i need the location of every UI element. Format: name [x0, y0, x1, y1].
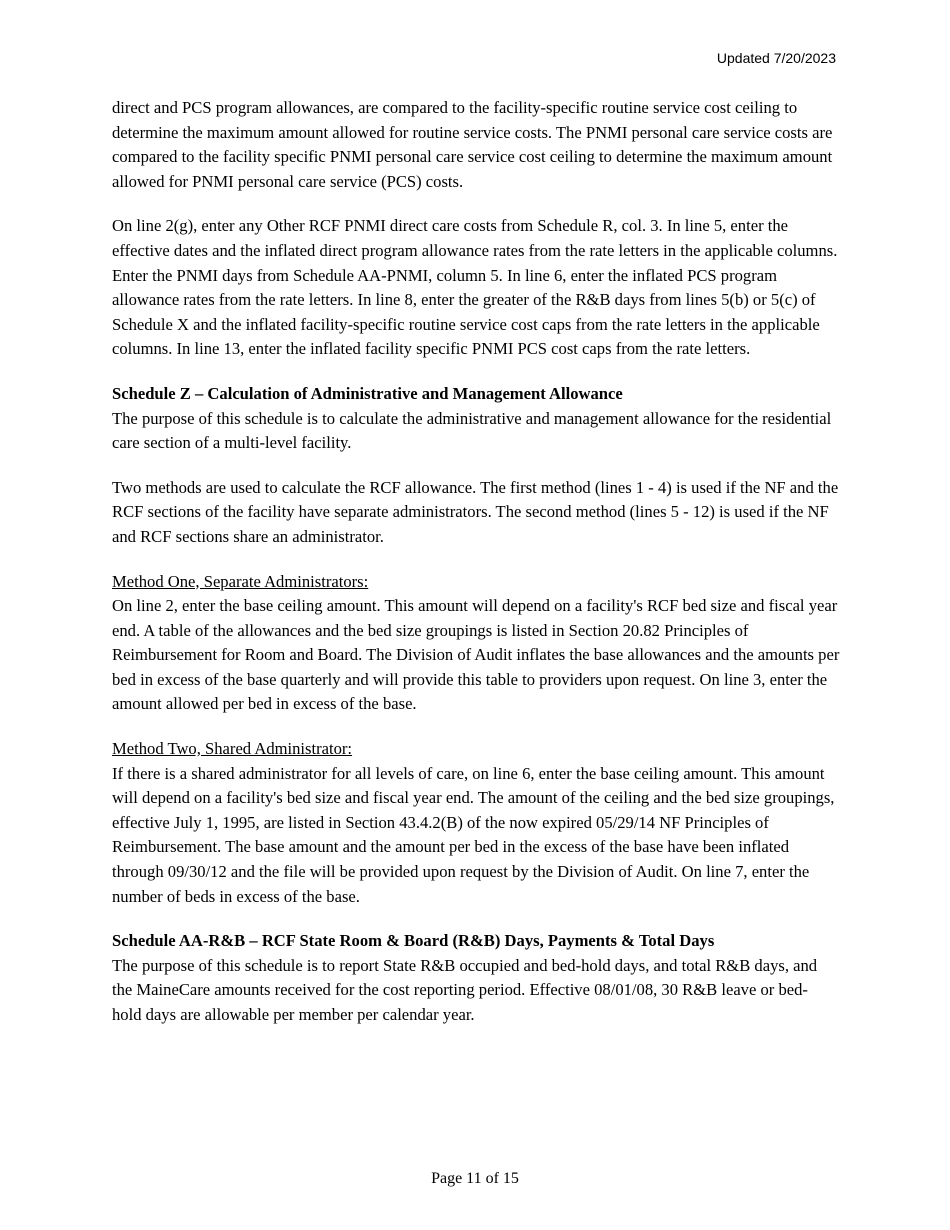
- method-two-heading: Method Two, Shared Administrator:: [112, 739, 353, 759]
- method-one-heading: Method One, Separate Administrators:: [112, 571, 369, 591]
- schedule-aa-heading: Schedule AA-R&B – RCF State Room & Board (R&B) Days, Payments & Total Days: [112, 931, 715, 951]
- document-body: [112, 96, 840, 1028]
- schedule-z-heading: Schedule Z – Calculation of Administrative and Management Allowance: [112, 383, 623, 403]
- method-one-text: On line 2, enter the base ceiling amount. This amount will depend on a facility's RCF bed size and fiscal year end. A table of the allowances and the bed size groupings is listed in Section 20.82 Principles of Reimbursement for Room and Board. The Division of Audit inflates the base allowances and the amounts per bed in excess of the base quarterly and will provide this table to providers upon request. On line 3, enter the amount allowed per bed in excess of the base.: [112, 596, 840, 714]
- updated-date: Updated 7/20/2023: [716, 50, 836, 66]
- paragraph-cost-ceiling: direct and PCS program allowances, are compared to the facility-specific routine service cost ceiling to determine the maximum amount allowed for routine service costs. The PNMI personal care service costs are compared to the facility specific PNMI personal care service cost ceiling to determine the maximum amount allowed for PNMI personal care service (PCS) costs.: [112, 98, 833, 191]
- page-number: Page 11 of 15: [431, 1170, 519, 1187]
- schedule-z-purpose: The purpose of this schedule is to calculate the administrative and management allowance for the residential care section of a multi-level facility.: [112, 408, 832, 453]
- paragraph-two-methods: Two methods are used to calculate the RCF allowance. The first method (lines 1 - 4) is used if the NF and the RCF sections of the facility have separate administrators. The second method (lines 5 - 12) is used if the NF and RCF sections share an administrator.: [112, 477, 839, 546]
- schedule-aa-purpose: The purpose of this schedule is to report State R&B occupied and bed-hold days, and total R&B days, and the MaineCare amounts received for the cost reporting period. Effective 08/01/08, 30 R&B leave or bed- hold days are allowable per member per calendar year.: [112, 955, 818, 1024]
- method-two-text: If there is a shared administrator for all levels of care, on line 6, enter the base ceiling amount. This amount will depend on a facility's bed size and fiscal year end. The amount of the ceiling and the bed size groupings, effective July 1, 1995, are listed in Section 43.4.2(B) of the now expired 05/29/14 NF Principles of Reimbursement. The base amount and the amount per bed in the excess of the base have been inflated through 09/30/12 and the file will be provided upon request by the Division of Audit. On line 7, enter the number of beds in excess of the base.: [112, 763, 835, 906]
- paragraph-line-instructions: On line 2(g), enter any Other RCF PNMI direct care costs from Schedule R, col. 3. In line 5, enter the effective dates and the inflated direct program allowance rates from the rate letters in the applicable columns. Enter the PNMI days from Schedule AA-PNMI, column 5. In line 6, enter the inflated PCS program allowance rates from the rate letters. In line 8, enter the greater of the R&B days from lines 5(b) or 5(c) of Schedule X and the inflated facility-specific routine service cost caps from the rate letters in the applicable columns. In line 13, enter the inflated facility specific PNMI PCS cost caps from the rate letters.: [112, 216, 838, 359]
